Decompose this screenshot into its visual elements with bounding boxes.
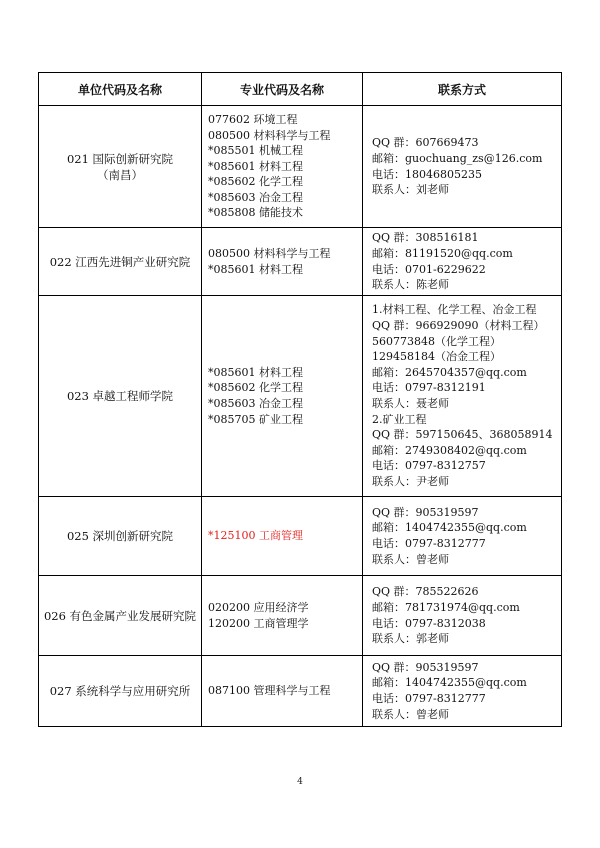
table-row — [39, 656, 562, 727]
contact-line: QQ 群：785522626 — [372, 585, 479, 599]
unit-name: 026 有色金属产业发展研究院 — [43, 608, 197, 623]
contact-cell — [363, 296, 562, 497]
major-item: *085601 材料工程 — [208, 159, 303, 173]
contact-line: 2.矿业工程 — [372, 412, 427, 426]
contact-line: 邮箱：1404742355@qq.com — [372, 521, 527, 535]
major-cell — [202, 296, 363, 497]
major-item: *085603 冶金工程 — [208, 190, 303, 204]
table-row — [39, 228, 562, 296]
contact-line: 电话：0797-8312777 — [372, 537, 486, 550]
contact-line: 联系人：郭老师 — [372, 632, 449, 646]
unit-name: 021 国际创新研究院 — [66, 151, 174, 166]
contact-line: 联系人：曾老师 — [372, 552, 449, 566]
table-row — [39, 576, 562, 656]
contact-line: QQ 群：308516181 — [372, 231, 479, 245]
unit-cell — [39, 106, 202, 228]
header-major: 专业代码及名称 — [202, 73, 363, 106]
contact-line: 129458184（冶金工程） — [372, 350, 501, 364]
contact-line: 邮箱：guochuang_zs@126.com — [372, 151, 543, 165]
contact-line: 联系人：刘老师 — [372, 183, 449, 197]
contact-cell — [363, 228, 562, 296]
major-cell — [202, 576, 363, 656]
contact-line: 邮箱：2749308402@qq.com — [372, 443, 527, 457]
contact-line: 电话：18046805235 — [372, 167, 482, 181]
major-item: 080500 材料科学与工程 — [208, 128, 331, 142]
table-row — [39, 497, 562, 576]
major-item: *085601 材料工程 — [208, 262, 303, 276]
unit-cell — [39, 296, 202, 497]
contact-line: 电话：0797-8312038 — [372, 616, 486, 630]
contact-cell — [363, 106, 562, 228]
header-contact: 联系方式 — [363, 73, 562, 106]
unit-cell — [39, 228, 202, 296]
table-header-row — [39, 73, 562, 106]
contact-line: 联系人：聂老师 — [372, 397, 449, 410]
contact-line: 电话：0701-6229622 — [372, 262, 486, 276]
major-item: 020200 应用经济学 — [208, 600, 309, 614]
contact-cell — [363, 576, 562, 656]
major-item-highlighted: *125100 工商管理 — [208, 529, 303, 543]
contact-line: 联系人：尹老师 — [372, 474, 449, 488]
contact-line: 560773848（化学工程） — [372, 334, 501, 348]
contact-line: 邮箱：2645704357@qq.com — [372, 365, 527, 379]
page-number: 4 — [297, 777, 303, 787]
contact-line: QQ 群：905319597 — [372, 660, 479, 674]
major-item: 120200 工商管理学 — [208, 616, 309, 630]
contact-line: 联系人：陈老师 — [372, 278, 449, 292]
admissions-contact-table — [38, 72, 562, 727]
contact-line: QQ 群：905319597 — [372, 505, 479, 519]
major-cell — [202, 228, 363, 296]
unit-name: 027 系统科学与应用研究所 — [49, 684, 191, 698]
major-item: *085602 化学工程 — [208, 381, 303, 395]
contact-line: 邮箱：781731974@qq.com — [372, 600, 520, 614]
unit-name: 022 江西先进铜产业研究院 — [49, 254, 191, 269]
contact-line: QQ 群：966929090（材料工程） — [372, 319, 545, 333]
contact-line: QQ 群：607669473 — [372, 136, 479, 150]
major-item: *085601 材料工程 — [208, 365, 303, 379]
contact-line: 电话：0797-8312777 — [372, 692, 486, 705]
major-item: *085705 矿业工程 — [208, 412, 303, 426]
table-row — [39, 296, 562, 497]
major-item: 087100 管理科学与工程 — [208, 684, 331, 698]
major-item: 077602 环境工程 — [208, 112, 298, 126]
unit-cell — [39, 656, 202, 727]
major-item: *085602 化学工程 — [208, 175, 303, 189]
major-item: *085501 机械工程 — [208, 144, 303, 158]
major-item: 080500 材料科学与工程 — [208, 246, 331, 260]
contact-line: 1.材料工程、化学工程、冶金工程 — [372, 303, 537, 317]
unit-name: 025 深圳创新研究院 — [66, 529, 174, 543]
contact-line: 邮箱：81191520@qq.com — [372, 246, 513, 260]
major-item: *085808 储能技术 — [208, 206, 303, 220]
unit-name: 023 卓越工程师学院 — [66, 389, 174, 403]
contact-cell — [363, 497, 562, 576]
major-item: *085603 冶金工程 — [208, 397, 303, 410]
major-cell — [202, 497, 363, 576]
contact-cell — [363, 656, 562, 727]
unit-name: （南昌） — [97, 167, 143, 182]
contact-line: 联系人：曾老师 — [372, 707, 449, 721]
unit-cell — [39, 497, 202, 576]
major-cell — [202, 656, 363, 727]
header-unit: 单位代码及名称 — [39, 73, 202, 106]
contact-line: 电话：0797-8312191 — [372, 381, 486, 395]
unit-cell — [39, 576, 202, 656]
contact-line: QQ 群：597150645、368058914 — [372, 428, 553, 442]
table-row — [39, 106, 562, 228]
contact-line: 邮箱：1404742355@qq.com — [372, 676, 527, 690]
contact-line: 电话：0797-8312757 — [372, 459, 486, 473]
major-cell — [202, 106, 363, 228]
